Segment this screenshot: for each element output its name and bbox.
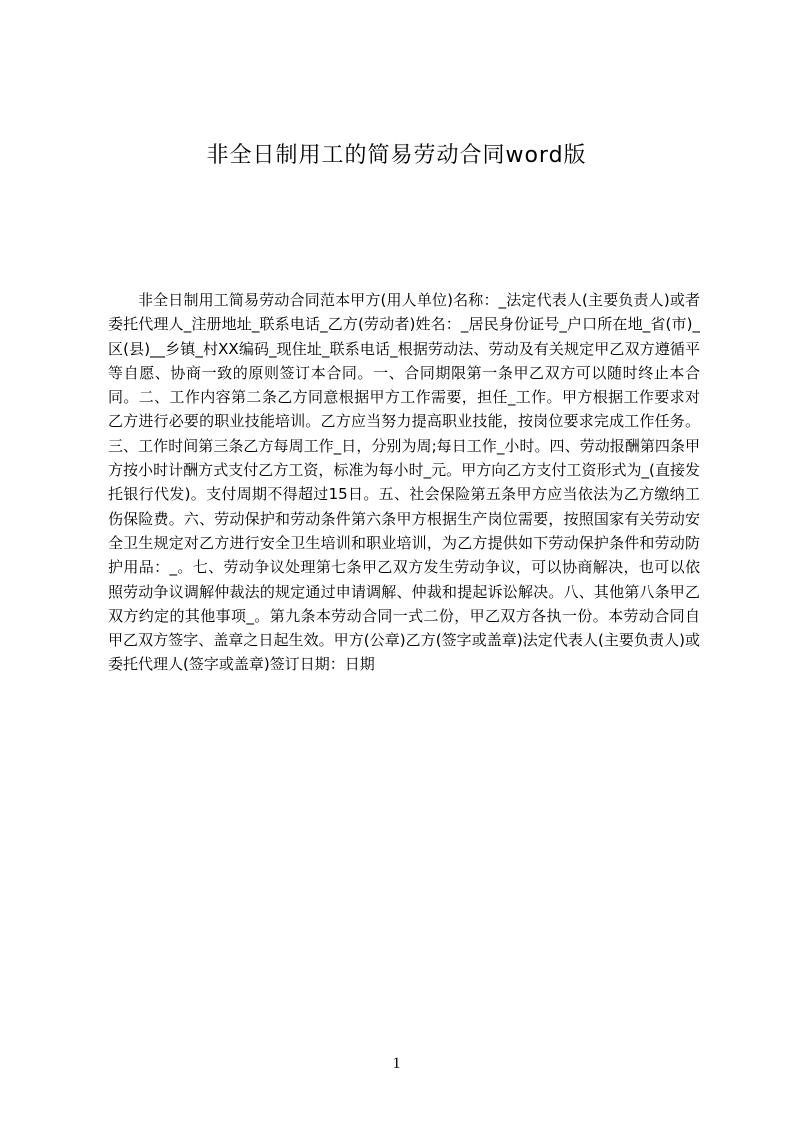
document-title: 非全日制用工的简易劳动合同word版 <box>206 143 587 168</box>
page-number: 1 <box>392 1055 401 1072</box>
contract-body-text: 非全日制用工简易劳动合同范本甲方(用人单位)名称：_法定代表人(主要负责人)或者委托代理人_注册地址_联系电话_乙方(劳动者)姓名：_居民身份证号_户口所在地_省(市)_区(县)__乡镇_村XX编码_现住址_联系电话_根据劳动法、劳动及有关规定甲乙双方遵循平等自愿、协商一致的原则签订本合同。一、合同期限第一条甲乙双方可以随时终止本合同。二、工作内容第二条乙方同意根据甲方工作需要，担任_工作。甲方根据工作要求对乙方进行必要的职业技能培训。乙方应当努力提高职业技能，按岗位要求完成工作任务。三、工作时间第三条乙方每周工作_日，分别为周;每日工作_小时。四、劳动报酬第四条甲方按小时计酬方式支付乙方工资，标准为每小时_元。甲方向乙方支付工资形式为_(直接发托银行代发)。支付周期不得超过15日。五、社会保险第五条甲方应当依法为乙方缴纳工伤保险费。六、劳动保护和劳动条件第六条甲方根据生产岗位需要，按照国家有关劳动安全卫生规定对乙方进行安全卫生培训和职业培训，为乙方提供如下劳动保护条件和劳动防护用品：_。七、劳动争议处理第七条甲乙双方发生劳动争议，可以协商解决，也可以依照劳动争议调解仲裁法的规定通过申请调解、仲裁和提起诉讼解决。八、其他第八条甲乙双方约定的其他事项_。第九条本劳动合同一式二份，甲乙双方各执一份。本劳动合同自甲乙双方签字、盖章之日起生效。甲方(公章)乙方(签字或盖章)法定代表人(主要负责人)或委托代理人(签字或盖章)签订日期：日期 <box>108 291 700 674</box>
